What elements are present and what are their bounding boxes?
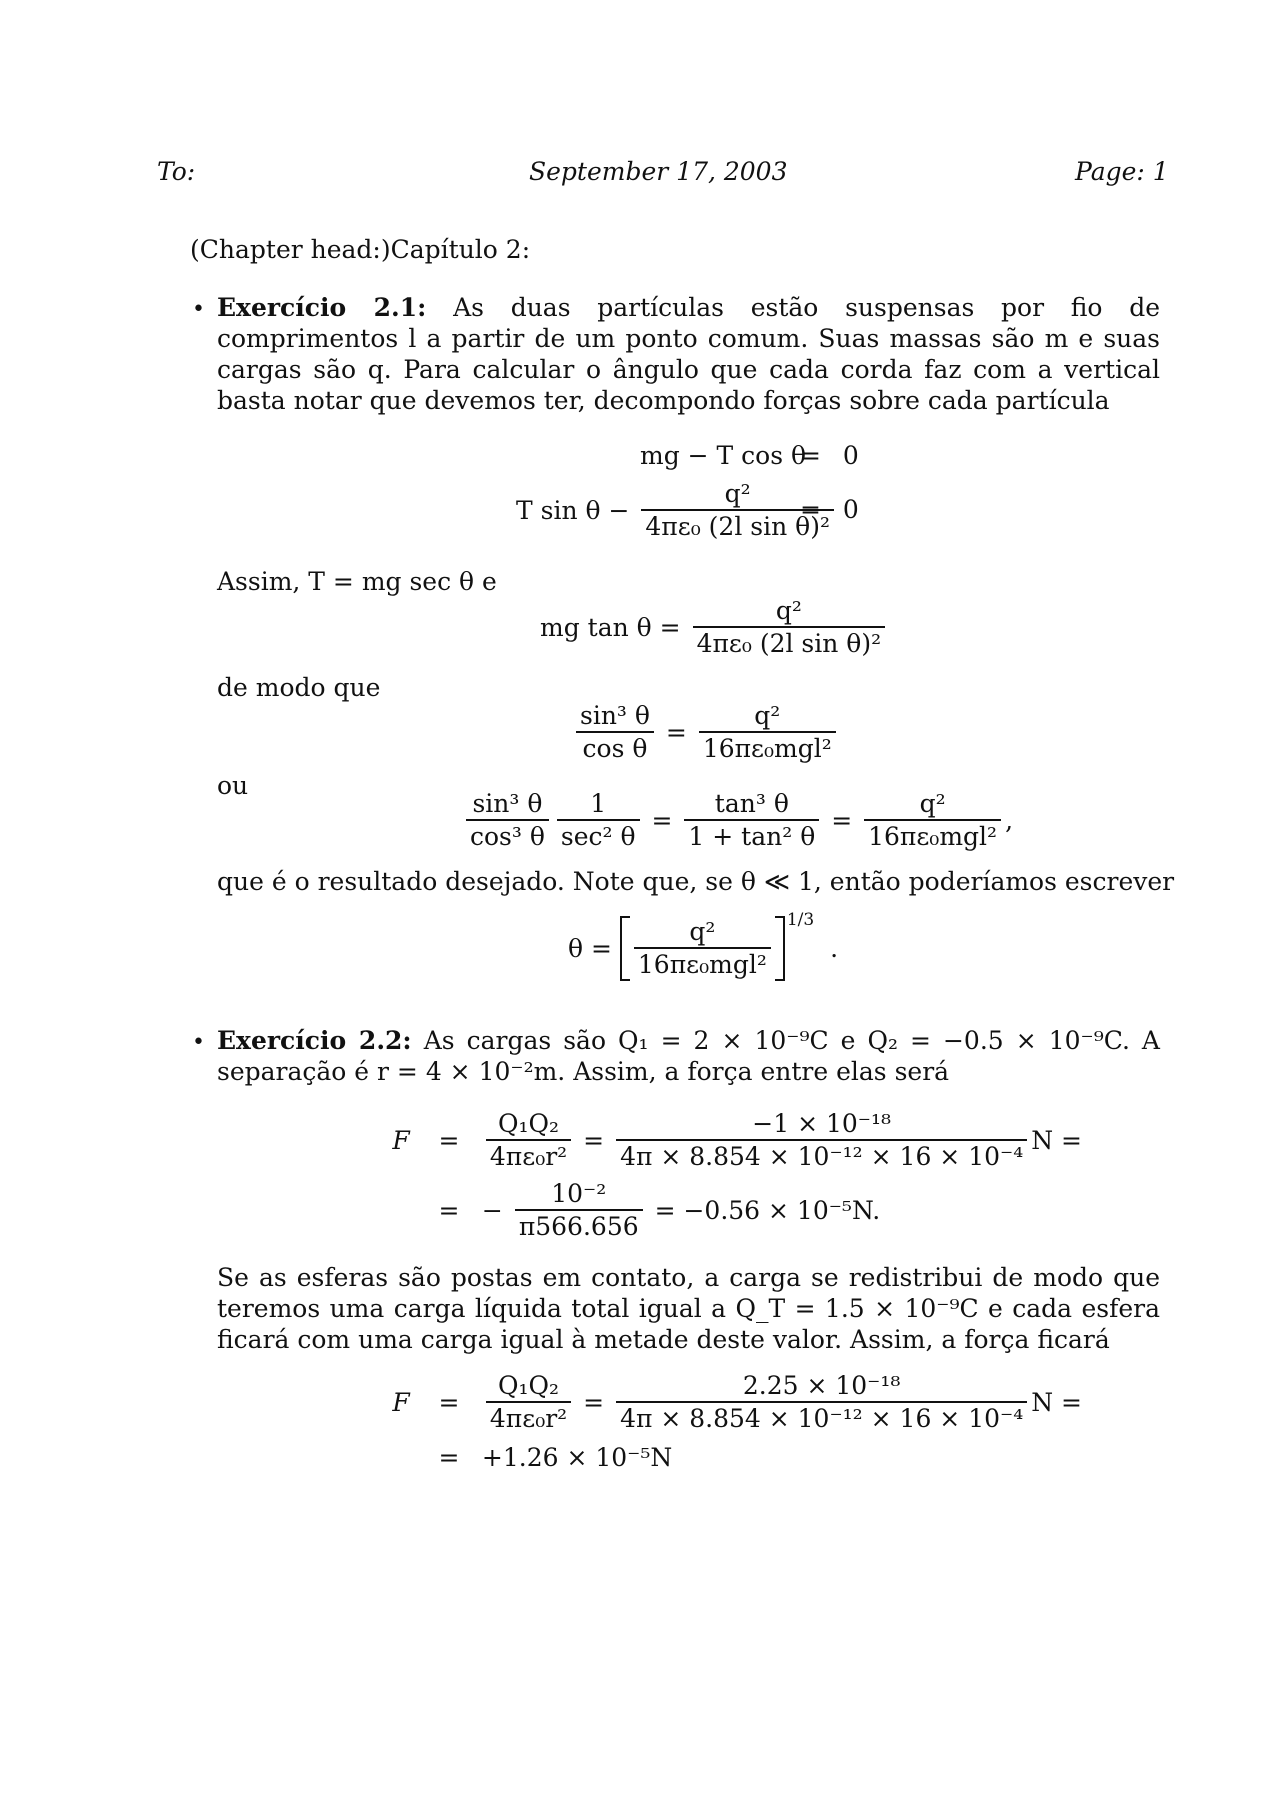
f1-num1: Q₁Q₂	[498, 1109, 560, 1138]
f1-end: N =	[1031, 1125, 1083, 1155]
f2-num: 10⁻²	[551, 1179, 607, 1208]
eq2	[516, 478, 838, 543]
f1-equals-2: =	[583, 1125, 605, 1155]
ex21-assim: Assim, T = mg sec θ e	[217, 567, 497, 596]
ex21-de-modo: de modo que	[217, 673, 381, 702]
f2-equals: =	[438, 1195, 460, 1225]
eq4-den1: cos θ	[576, 731, 654, 764]
eq4	[572, 700, 840, 765]
f1-fraction-1	[486, 1108, 571, 1173]
f2-result: = −0.56 × 10⁻⁵N.	[654, 1195, 881, 1225]
f3-equals: =	[438, 1387, 460, 1417]
header-page: Page: 1	[1075, 157, 1169, 186]
eq5	[462, 788, 1013, 853]
f3-num2: 2.25 × 10⁻¹⁸	[742, 1371, 901, 1400]
eq3-lhs: mg tan θ =	[540, 612, 681, 642]
eq5-c-num: tan³ θ	[714, 789, 789, 818]
ex22-paragraph-2: Se as esferas são postas em contato, a carga se redistribui de modo que teremos uma carga líquida total igual a Q_T = 1.5 × 10⁻⁹C e cada esfera ficará com uma carga igual à metade deste valor. Assim, a força ficará	[217, 1263, 1160, 1354]
eq4-den2: 16πε₀mgl²	[699, 731, 836, 764]
eq1-rhs: = 0	[800, 441, 859, 470]
header-to: To:	[157, 157, 196, 186]
f3-den1: 4πε₀r²	[486, 1401, 571, 1434]
f1-den1: 4πε₀r²	[486, 1139, 571, 1172]
f1-den2: 4π × 8.854 × 10⁻¹² × 16 × 10⁻⁴	[616, 1139, 1027, 1172]
force-eq-4	[386, 1440, 672, 1473]
force-eq-1	[386, 1108, 1082, 1173]
f3-equals-2: =	[583, 1387, 605, 1417]
eq6-brackets	[620, 916, 785, 981]
eq5-fraction-a	[466, 788, 549, 853]
eq2-den: 4πε₀ (2l sin θ)²	[641, 509, 834, 542]
ex21-result: que é o resultado desejado. Note que, se θ ≪ 1, então poderíamos escrever	[217, 867, 1175, 896]
ex21-paragraph	[217, 292, 1160, 416]
eq5-c-den: 1 + tan² θ	[684, 819, 819, 852]
chapter-heading: (Chapter head:)Capítulo 2:	[190, 235, 531, 264]
eq4-fraction-2	[699, 700, 836, 765]
eq5-end: ,	[1005, 805, 1014, 835]
ex22-text: As cargas são Q₁ = 2 × 10⁻⁹C e Q₂ = −0.5 × 10⁻⁹C. A separação é r = 4 × 10⁻²m. Assim, a força entre elas será	[217, 1026, 1160, 1086]
eq5-d-den: 16πε₀mgl²	[864, 819, 1001, 852]
ex21-ou: ou	[217, 771, 249, 800]
eq5-a-num: sin³ θ	[472, 789, 543, 818]
eq1	[640, 440, 806, 471]
eq4-num1: sin³ θ	[580, 701, 650, 730]
eq4-equals: =	[665, 717, 687, 747]
f3-num1: Q₁Q₂	[498, 1371, 560, 1400]
eq5-fraction-b	[557, 788, 640, 853]
eq5-b-den: sec² θ	[557, 819, 640, 852]
eq2-num: q²	[724, 479, 751, 508]
eq5-fraction-d	[864, 788, 1001, 853]
eq3-den: 4πε₀ (2l sin θ)²	[693, 626, 886, 659]
ex22-title: Exercício 2.2:	[217, 1026, 412, 1055]
f2-den: π566.656	[515, 1209, 643, 1242]
f1-F: F	[392, 1125, 410, 1155]
f4-result: +1.26 × 10⁻⁵N	[481, 1442, 673, 1472]
eq6	[568, 910, 839, 981]
eq2-lhs: T sin θ −	[516, 495, 630, 525]
eq1-lhs: mg − T cos θ	[640, 441, 807, 470]
eq6-bracket-group	[620, 916, 785, 981]
bullet-ex22: •	[192, 1030, 205, 1055]
force-eq-2	[386, 1178, 880, 1243]
f3-F: F	[392, 1387, 410, 1417]
eq5-b-num: 1	[590, 789, 607, 818]
f1-fraction-2	[616, 1108, 1027, 1173]
eq5-d-num: q²	[919, 789, 946, 818]
f3-den2: 4π × 8.854 × 10⁻¹² × 16 × 10⁻⁴	[616, 1401, 1027, 1434]
eq5-equals-2: =	[831, 805, 853, 835]
ex21-text: As duas partículas estão suspensas por fio de comprimentos l a partir de um ponto comum. Suas massas são m e suas cargas são q. Para calcular o ângulo que cada corda faz com a vertical basta notar que devemos ter, decompondo forças sobre cada partícula	[217, 293, 1161, 415]
header-date: September 17, 2003	[529, 157, 788, 186]
eq3-fraction	[693, 595, 886, 660]
eq3	[540, 595, 889, 660]
eq5-a-den: cos³ θ	[466, 819, 549, 852]
bullet-ex21: •	[192, 297, 205, 322]
f3-fraction-2	[616, 1370, 1027, 1435]
eq6-lhs: θ =	[568, 933, 612, 963]
f3-fraction-1	[486, 1370, 571, 1435]
f1-equals: =	[438, 1125, 460, 1155]
eq5-equals-1: =	[651, 805, 673, 835]
eq4-fraction-1	[576, 700, 654, 765]
eq3-num: q²	[775, 596, 802, 625]
eq6-den: 16πε₀mgl²	[634, 947, 771, 980]
eq4-num2: q²	[754, 701, 781, 730]
f2-fraction	[515, 1178, 643, 1243]
f4-equals: =	[438, 1442, 460, 1472]
ex22-paragraph	[217, 1025, 1160, 1087]
force-eq-3	[386, 1370, 1082, 1435]
eq5-fraction-c	[684, 788, 819, 853]
f3-end: N =	[1031, 1387, 1083, 1417]
eq2-rhs: = 0	[800, 495, 859, 524]
eq6-fraction	[634, 916, 771, 981]
eq6-exponent: 1/3	[786, 910, 815, 930]
eq6-end: .	[830, 933, 839, 963]
ex21-title: Exercício 2.1:	[217, 293, 427, 322]
f2-minus: −	[481, 1195, 503, 1225]
eq6-num: q²	[689, 917, 716, 946]
f1-num2: −1 × 10⁻¹⁸	[752, 1109, 892, 1138]
